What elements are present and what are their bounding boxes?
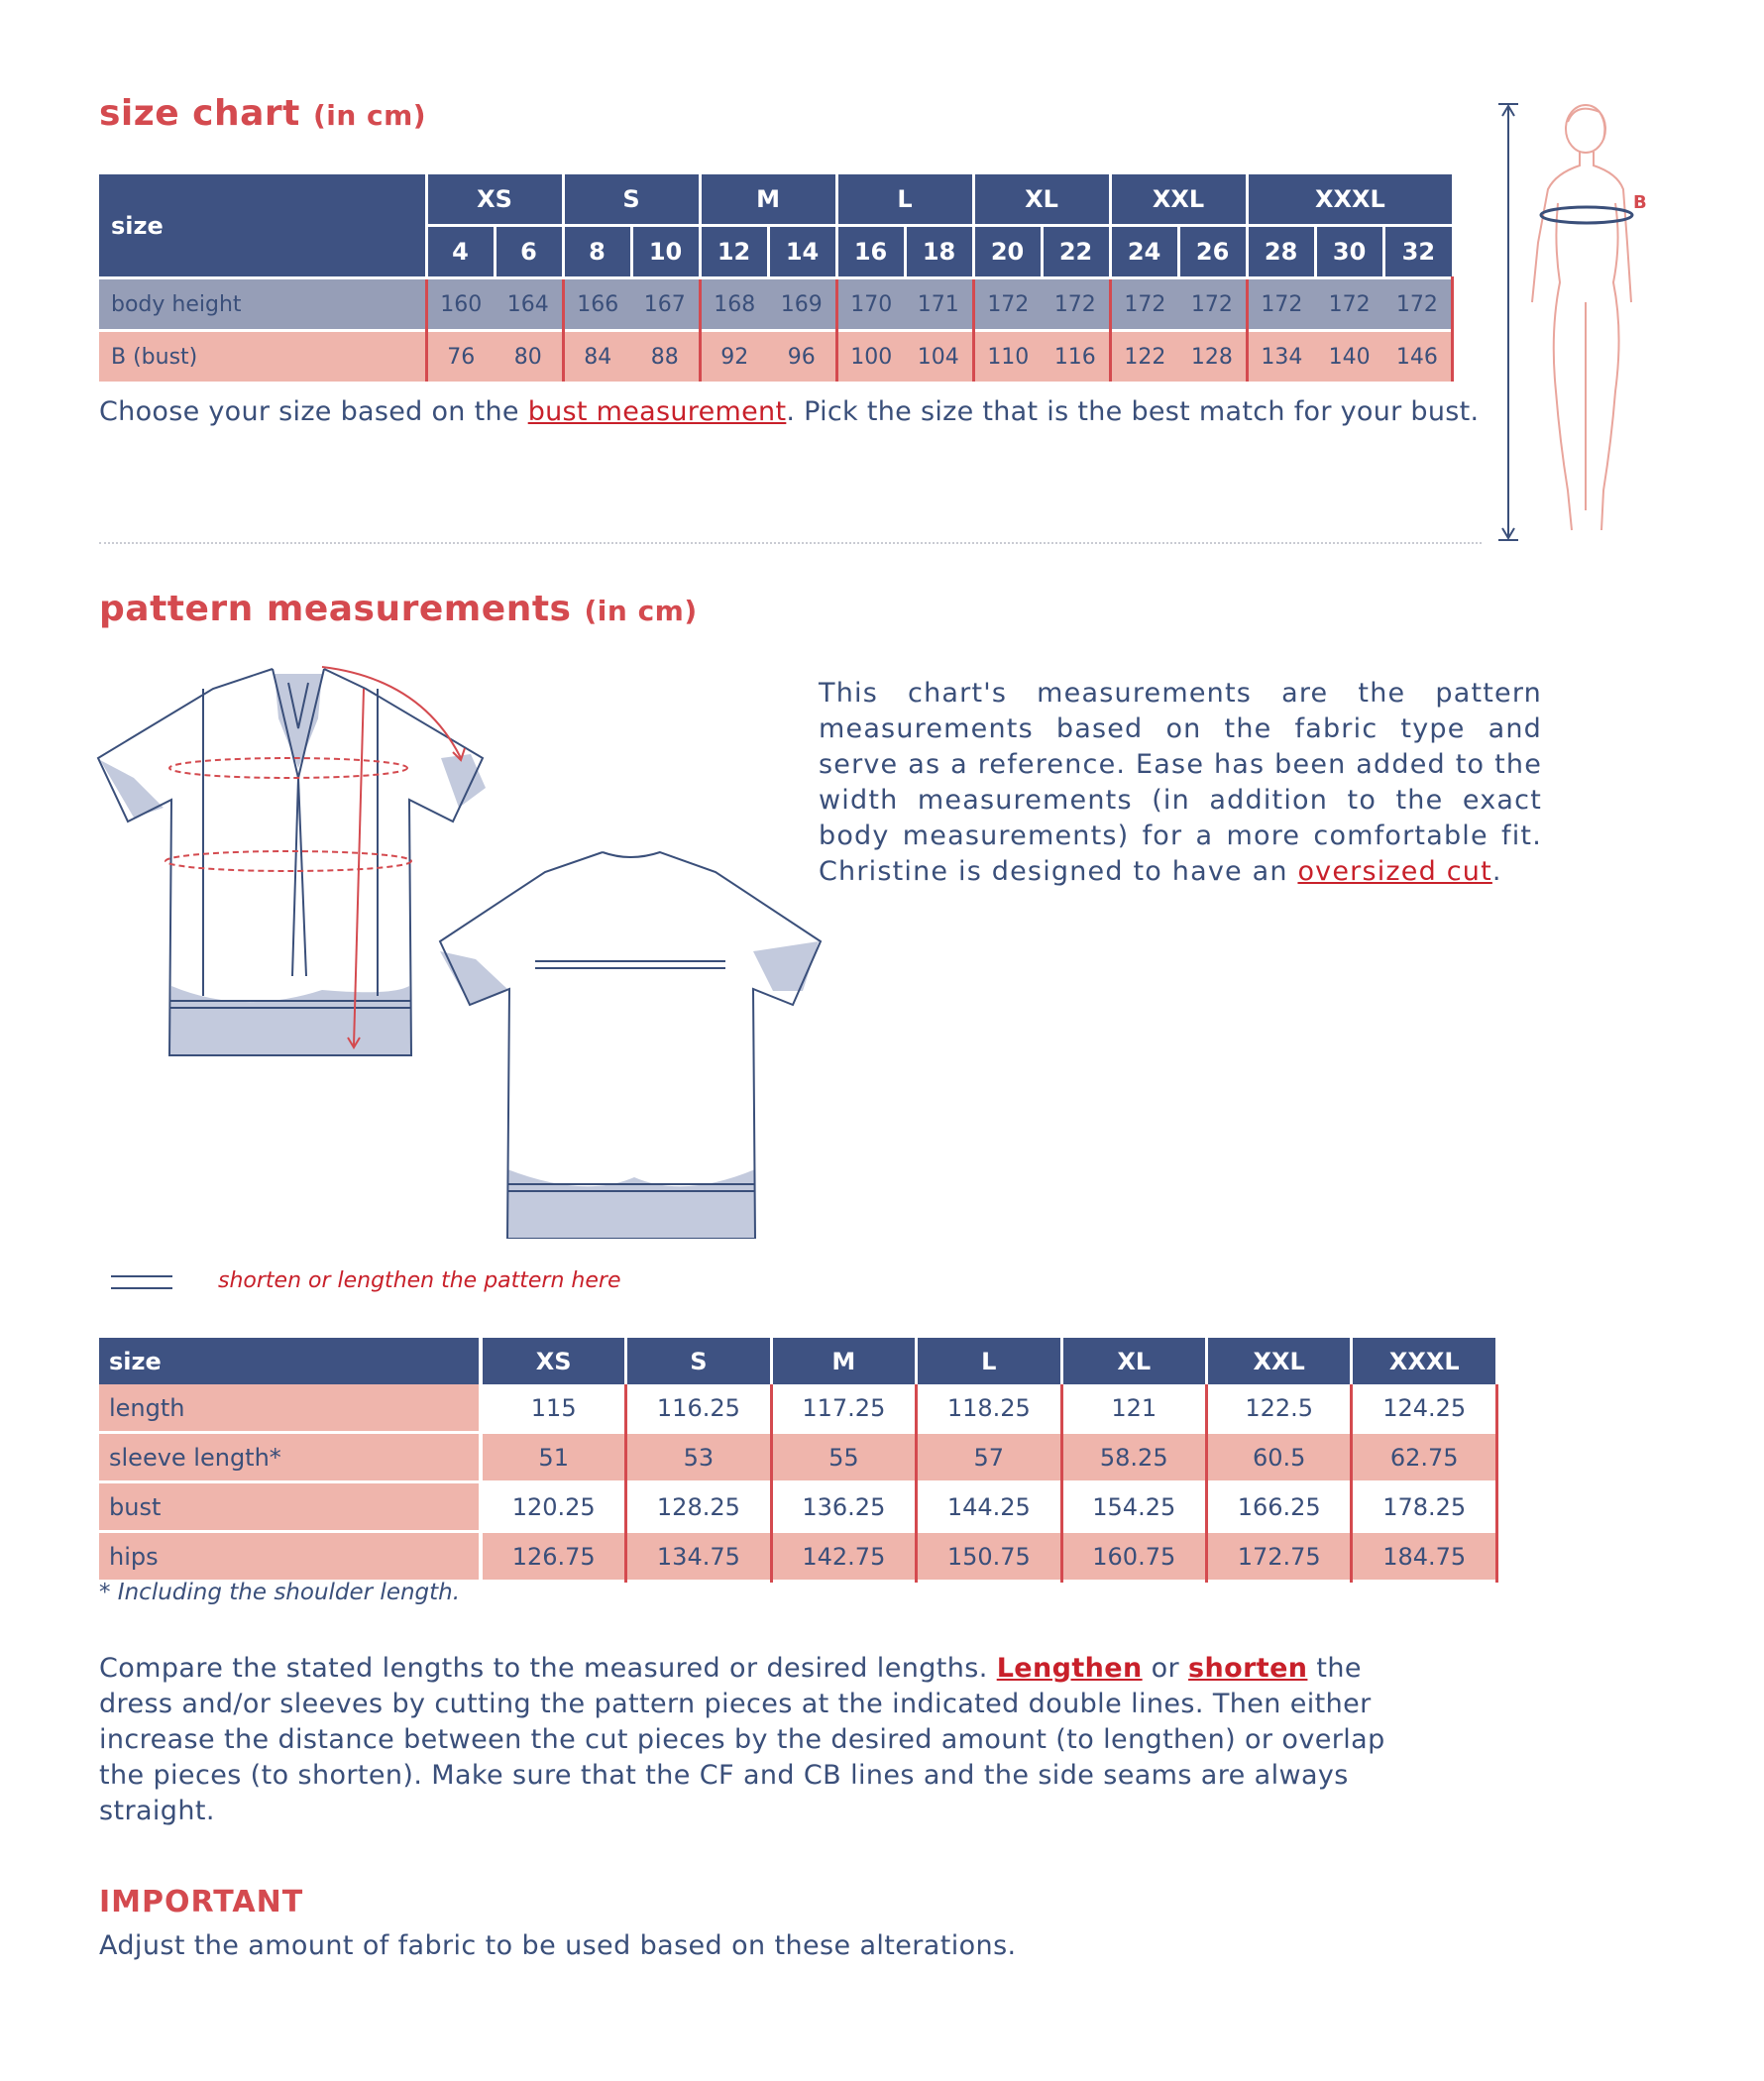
table-cell: 146	[1383, 331, 1452, 383]
table-cell: 172	[973, 278, 1042, 331]
table-cell: 170	[836, 278, 905, 331]
footnote: * Including the shoulder length.	[99, 1580, 461, 1605]
table-cell: 84	[563, 331, 631, 383]
size-number: 26	[1178, 226, 1247, 278]
pattern-measurements-table	[99, 1338, 1498, 1583]
table-cell: 154.25	[1061, 1482, 1206, 1532]
row-label: body height	[99, 278, 426, 331]
table-cell: 134.75	[626, 1532, 771, 1582]
table-cell: 140	[1315, 331, 1383, 383]
pattern-size-column: L	[917, 1338, 1061, 1384]
alterations-paragraph: Compare the stated lengths to the measured or desired lengths. Lengthen or shorten the dress and/or sleeves by cutting the pattern pieces at the indicated double lines. Then either increase the distance between the cut pieces by the desired amount (to lengthen) or overlap the pieces (to shorten). Make sure that the CF and CB lines and the side seams are always straight.	[99, 1653, 1385, 1826]
size-number: 14	[768, 226, 836, 278]
table-cell: 128	[1178, 331, 1247, 383]
table-cell: 124.25	[1352, 1384, 1497, 1433]
table-cell: 166	[563, 278, 631, 331]
row-label: length	[99, 1384, 481, 1433]
section-divider	[99, 542, 1482, 544]
size-number: 8	[563, 226, 631, 278]
table-cell: 76	[426, 331, 495, 383]
bust-row	[99, 331, 1452, 383]
table-cell: 184.75	[1352, 1532, 1497, 1582]
size-number: 32	[1383, 226, 1452, 278]
pattern-size-column: M	[771, 1338, 916, 1384]
pattern-size-column: S	[626, 1338, 771, 1384]
pattern-size-column: XXL	[1206, 1338, 1351, 1384]
table-cell: 121	[1061, 1384, 1206, 1433]
size-number: 28	[1247, 226, 1315, 278]
size-chart-table	[99, 174, 1454, 382]
table-cell: 58.25	[1061, 1433, 1206, 1482]
table-cell: 120.25	[481, 1482, 625, 1532]
size-chart-unit: (in cm)	[312, 99, 427, 132]
table-cell: 172	[1178, 278, 1247, 331]
height-arrow-icon	[1498, 104, 1518, 540]
table-cell: 150.75	[917, 1532, 1061, 1582]
size-chart-note: Choose your size based on the bust measurement. Pick the size that is the best match for your bust.	[99, 396, 1480, 427]
table-cell: 171	[905, 278, 973, 331]
size-number: 22	[1042, 226, 1110, 278]
size-group-header: S	[563, 174, 700, 226]
size-number: 4	[426, 226, 495, 278]
table-row	[99, 1532, 1497, 1582]
size-group-header: XS	[426, 174, 563, 226]
table-cell: 88	[631, 331, 700, 383]
table-cell: 172	[1383, 278, 1452, 331]
table-cell: 128.25	[626, 1482, 771, 1532]
table-cell: 172	[1247, 278, 1315, 331]
row-label: B (bust)	[99, 331, 426, 383]
table-cell: 60.5	[1206, 1433, 1351, 1482]
oversized-cut-link[interactable]: oversized cut	[1297, 856, 1492, 887]
pattern-size-column: XL	[1061, 1338, 1206, 1384]
table-cell: 172	[1042, 278, 1110, 331]
pattern-size-column: XS	[481, 1338, 625, 1384]
table-cell: 51	[481, 1433, 625, 1482]
size-number: 16	[836, 226, 905, 278]
lengthen-link[interactable]: Lengthen	[996, 1653, 1143, 1684]
pattern-unit: (in cm)	[584, 595, 698, 627]
pattern-size-label: size	[99, 1338, 481, 1384]
row-label: sleeve length*	[99, 1433, 481, 1482]
shorten-link[interactable]: shorten	[1188, 1653, 1308, 1684]
table-cell: 118.25	[917, 1384, 1061, 1433]
size-header-label: size	[99, 174, 426, 278]
size-group-header: XXL	[1110, 174, 1247, 226]
body-figure-illustration	[1477, 94, 1655, 550]
size-group-row	[99, 174, 1452, 226]
size-group-header: L	[836, 174, 973, 226]
table-cell: 136.25	[771, 1482, 916, 1532]
table-cell: 167	[631, 278, 700, 331]
size-group-header: XXXL	[1247, 174, 1452, 226]
table-cell: 116	[1042, 331, 1110, 383]
size-number: 10	[631, 226, 700, 278]
table-cell: 80	[495, 331, 563, 383]
important-text: Adjust the amount of fabric to be used based on these alterations.	[99, 1930, 1017, 1961]
table-cell: 116.25	[626, 1384, 771, 1433]
table-cell: 166.25	[1206, 1482, 1351, 1532]
table-cell: 122.5	[1206, 1384, 1351, 1433]
table-row	[99, 1482, 1497, 1532]
size-number: 24	[1110, 226, 1178, 278]
body-height-row	[99, 278, 1452, 331]
table-row	[99, 1384, 1497, 1433]
table-cell: 55	[771, 1433, 916, 1482]
table-cell: 164	[495, 278, 563, 331]
table-cell: 144.25	[917, 1482, 1061, 1532]
table-cell: 53	[626, 1433, 771, 1482]
pattern-description: This chart's measurements are the pattern measurements based on the fabric type and serve as a reference. Ease has been added to the width measurements (in addition to the exact body measurements) for a more comfortable fit. Christine is designed to have an oversized cut.	[819, 678, 1542, 887]
double-line-legend-icon	[111, 1275, 172, 1289]
bust-marker-label: B	[1633, 192, 1647, 213]
table-cell: 172	[1110, 278, 1178, 331]
row-label: bust	[99, 1482, 481, 1532]
table-cell: 178.25	[1352, 1482, 1497, 1532]
table-cell: 122	[1110, 331, 1178, 383]
size-number: 18	[905, 226, 973, 278]
pattern-title: pattern measurements (in cm)	[99, 589, 698, 629]
size-chart-title: size chart (in cm)	[99, 93, 427, 134]
size-number: 20	[973, 226, 1042, 278]
table-cell: 96	[768, 331, 836, 383]
table-cell: 104	[905, 331, 973, 383]
table-cell: 172	[1315, 278, 1383, 331]
table-cell: 172.75	[1206, 1532, 1351, 1582]
table-cell: 142.75	[771, 1532, 916, 1582]
size-group-header: XL	[973, 174, 1110, 226]
pattern-header-row	[99, 1338, 1497, 1384]
pattern-size-column: XXXL	[1352, 1338, 1497, 1384]
table-cell: 57	[917, 1433, 1061, 1482]
table-cell: 115	[481, 1384, 625, 1433]
table-row	[99, 1433, 1497, 1482]
table-cell: 92	[700, 331, 768, 383]
table-cell: 100	[836, 331, 905, 383]
table-cell: 117.25	[771, 1384, 916, 1433]
table-cell: 126.75	[481, 1532, 625, 1582]
size-group-header: M	[700, 174, 836, 226]
table-cell: 169	[768, 278, 836, 331]
table-cell: 110	[973, 331, 1042, 383]
dress-back-sketch	[436, 842, 823, 1239]
legend-text: shorten or lengthen the pattern here	[218, 1268, 621, 1293]
important-heading: IMPORTANT	[99, 1885, 304, 1919]
table-cell: 168	[700, 278, 768, 331]
size-number: 6	[495, 226, 563, 278]
bust-line-icon	[1541, 207, 1632, 223]
row-label: hips	[99, 1532, 481, 1582]
table-cell: 160.75	[1061, 1532, 1206, 1582]
table-cell: 160	[426, 278, 495, 331]
size-number: 30	[1315, 226, 1383, 278]
dress-front-sketch	[94, 659, 491, 1070]
table-cell: 134	[1247, 331, 1315, 383]
size-number: 12	[700, 226, 768, 278]
bust-measurement-link[interactable]: bust measurement	[527, 396, 787, 427]
table-cell: 62.75	[1352, 1433, 1497, 1482]
woman-figure-icon	[1532, 105, 1631, 530]
